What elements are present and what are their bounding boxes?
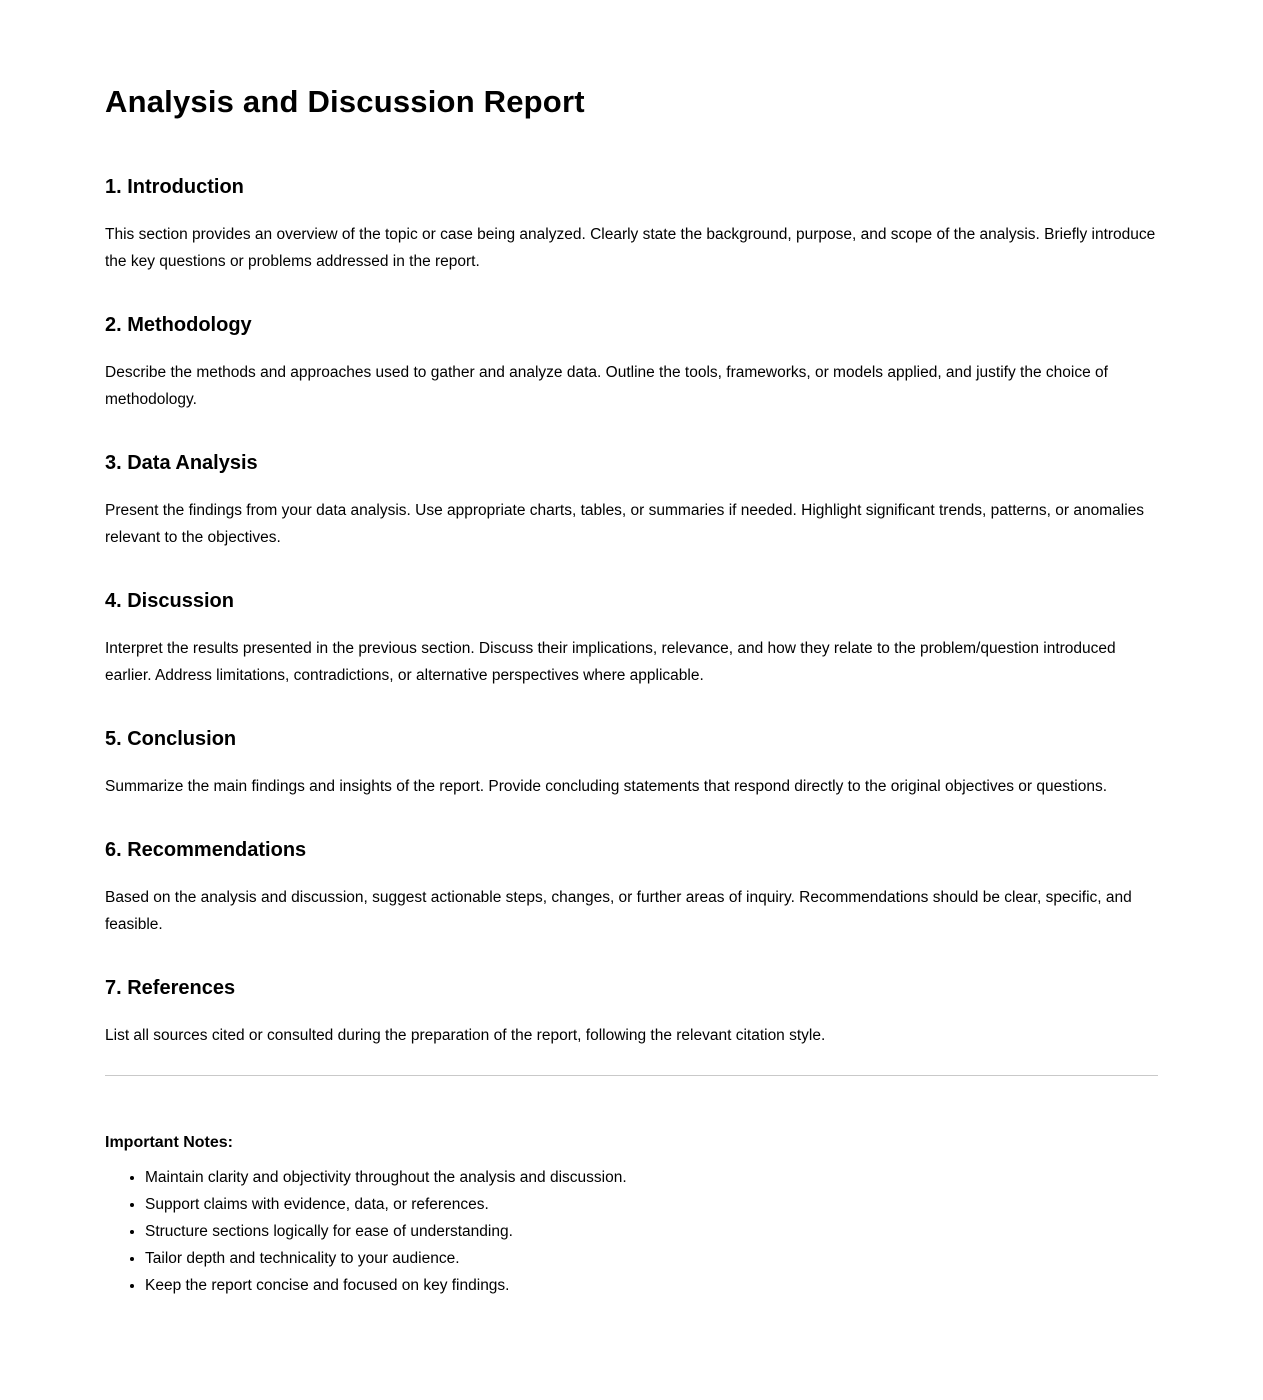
notes-list-item: • Maintain clarity and objectivity throughout the analysis and discussion. (145, 1164, 1158, 1191)
section-heading-methodology: 2. Methodology (105, 314, 252, 336)
notes-list-item: • Structure sections logically for ease of understanding. (145, 1218, 1158, 1245)
page-title: Analysis and Discussion Report (105, 84, 585, 119)
section-heading-conclusion: 5. Conclusion (105, 728, 237, 750)
section-heading-discussion: 4. Discussion (105, 590, 234, 612)
notes-list-item: • Support claims with evidence, data, or references. (145, 1191, 1158, 1218)
section-heading-introduction: 1. Introduction (105, 176, 244, 198)
section-heading-data-analysis: 3. Data Analysis (105, 452, 258, 474)
section-references (105, 976, 1158, 1049)
notes-list-item: • Keep the report concise and focused on key findings. (145, 1272, 1158, 1299)
section-body-conclusion: Summarize the main findings and insights of the report. Provide concluding statements that respond directly to the original objectives or questions. (105, 778, 1108, 795)
section-body-references: List all sources cited or consulted during the preparation of the report, following the relevant citation style. (105, 1027, 826, 1044)
notes-list-item: • Tailor depth and technicality to your audience. (145, 1245, 1158, 1272)
section-heading-recommendations: 6. Recommendations (105, 839, 307, 861)
section-data-analysis (105, 451, 1158, 551)
notes-list (105, 1164, 1158, 1299)
section-heading-references: 7. References (105, 977, 236, 999)
section-recommendations (105, 838, 1158, 938)
section-conclusion (105, 727, 1158, 800)
section-body-methodology: Describe the methods and approaches used to gather and analyze data. Outline the tools, frameworks, or models applied, and justify the choice of methodology. (105, 364, 1108, 408)
section-divider (105, 1075, 1158, 1076)
section-body-discussion: Interpret the results presented in the previous section. Discuss their implications, relevance, and how they relate to the problem/question introduced earlier. Address limitations, contradictions, or alternative perspectives where applicable. (105, 640, 1116, 684)
section-discussion (105, 589, 1158, 689)
section-methodology (105, 313, 1158, 413)
notes-heading: Important Notes: (105, 1134, 233, 1151)
section-body-data-analysis: Present the findings from your data analysis. Use appropriate charts, tables, or summaries if needed. Highlight significant trends, patterns, or anomalies relevant to the objectives. (105, 502, 1145, 546)
section-introduction (105, 175, 1158, 275)
section-body-recommendations: Based on the analysis and discussion, suggest actionable steps, changes, or further areas of inquiry. Recommendations should be clear, specific, and feasible. (105, 889, 1132, 933)
section-body-introduction: This section provides an overview of the topic or case being analyzed. Clearly state the background, purpose, and scope of the analysis. Briefly introduce the key questions or problems addressed in the report. (105, 226, 1156, 270)
